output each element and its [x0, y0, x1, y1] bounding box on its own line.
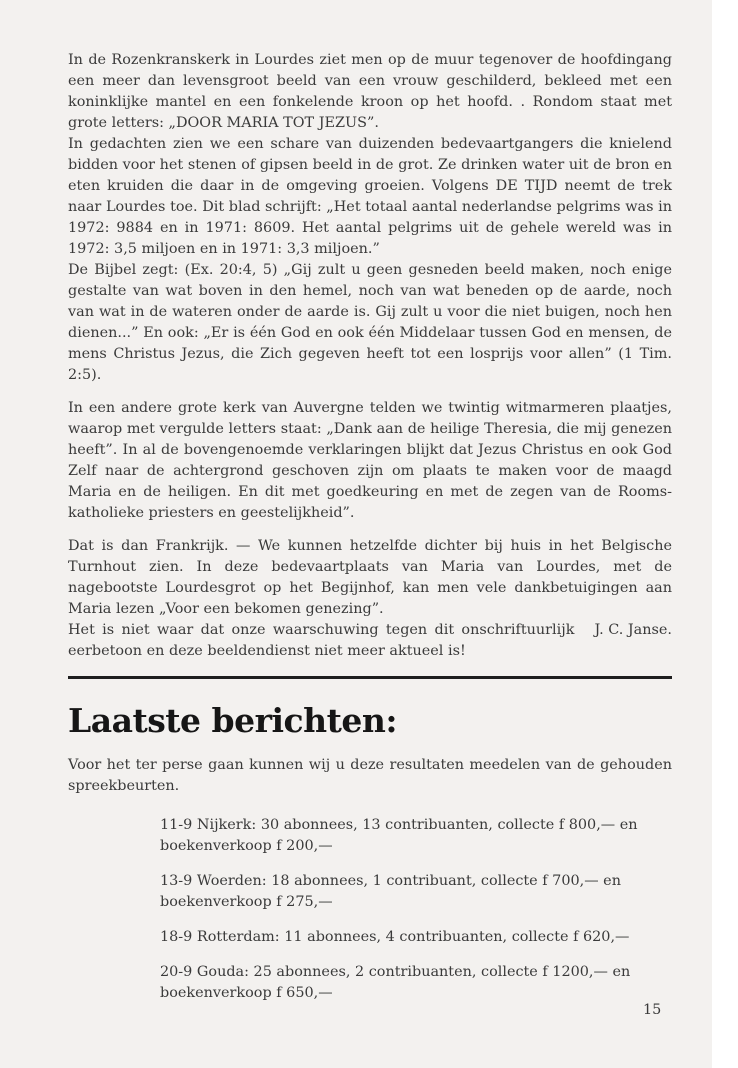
section-title: Laatste berichten:: [68, 701, 398, 740]
article-paragraph: In gedachten zien we een schare van duizenden bedevaartgangers die knielend bidden voor het stenen of gipsen beeld in de grot. Ze drinken water uit de bron en eten kruiden die daar in de omgeving groeien. Volgens DE TIJD neemt de trek naar Lourdes toe. Dit blad schrijft: „Het totaal aantal nederlandse pelgrims was in 1972: 9884 en in 1971: 8609. Het aantal pelgrims uit de gehele wereld was in 1972: 3,5 miljoen en in 1971: 3,3 miljoen.”: [68, 136, 672, 257]
list-item: 13-9 Woerden: 18 abonnees, 1 contribuant, collecte f 700,— en boekenverkoop f 275,—: [160, 873, 621, 910]
article-paragraph: De Bijbel zegt: (Ex. 20:4, 5) „Gij zult u geen gesneden beeld maken, noch enige gestalte van wat boven in den hemel, noch van wat beneden op de aarde, noch van wat in de wateren onder de aarde is. Gij zult u voor die niet buigen, noch hen dienen...” En ook: „Er is één God en ook één Middelaar tussen God en mensen, de mens Christus Jezus, die Zich gegeven heeft tot een losprijs voor allen” (1 Tim. 2:5).: [68, 262, 672, 383]
article-paragraph: In een andere grote kerk van Auvergne telden we twintig witmarmeren plaatjes, waarop met vergulde letters staat: „Dank aan de heilige Theresia, die mij genezen heeft”. In al de bovengenoemde verklaringen blijkt dat Jezus Christus en ook God Zelf naar de achtergrond geschoven zijn om plaats te maken voor de maagd Maria en de heiligen. En dit met goedkeuring en met de zegen van de Rooms-katholieke priesters en geestelijkheid”.: [68, 400, 672, 521]
list-item: 20-9 Gouda: 25 abonnees, 2 contribuanten, collecte f 1200,— en boekenverkoop f 650,—: [160, 964, 631, 1001]
section-intro: Voor het ter perse gaan kunnen wij u deze resultaten meedelen van de gehouden spreekbeurten.: [68, 757, 672, 794]
author-signature: J. C. Janse.: [594, 622, 672, 638]
page-number: 15: [643, 1002, 662, 1018]
article-paragraph: Dat is dan Frankrijk. — We kunnen hetzelfde dichter bij huis in het Belgische Turnhout zien. In deze bedevaartplaats van Maria van Lourdes, met de nagebootste Lourdesgrot op het Begijnhof, kan men vele dankbetuigingen aan Maria lezen „Voor een bekomen genezing”.: [68, 538, 672, 617]
article-paragraph: In de Rozenkranskerk in Lourdes ziet men op de muur tegenover de hoofdingang een meer dan levensgroot beeld van een vrouw geschilderd, bekleed met een koninklijke mantel en een fonkelende kroon op het hoofd. . Rondom staat met grote letters: „DOOR MARIA TOT JEZUS”.: [68, 52, 672, 131]
results-list: [68, 815, 672, 1004]
list-item: 11-9 Nijkerk: 30 abonnees, 13 contribuanten, collecte f 800,— en boekenverkoop f 200,—: [160, 817, 638, 854]
list-item: 18-9 Rotterdam: 11 abonnees, 4 contribuanten, collecte f 620,—: [160, 929, 630, 945]
article-signoff: [68, 620, 672, 662]
section-divider: [68, 676, 672, 679]
closing-statement: Het is niet waar dat onze waarschuwing tegen dit onschriftuurlijk eerbetoon en deze beeldendienst niet meer aktueel is!: [68, 622, 575, 659]
article-body: [68, 50, 672, 1018]
